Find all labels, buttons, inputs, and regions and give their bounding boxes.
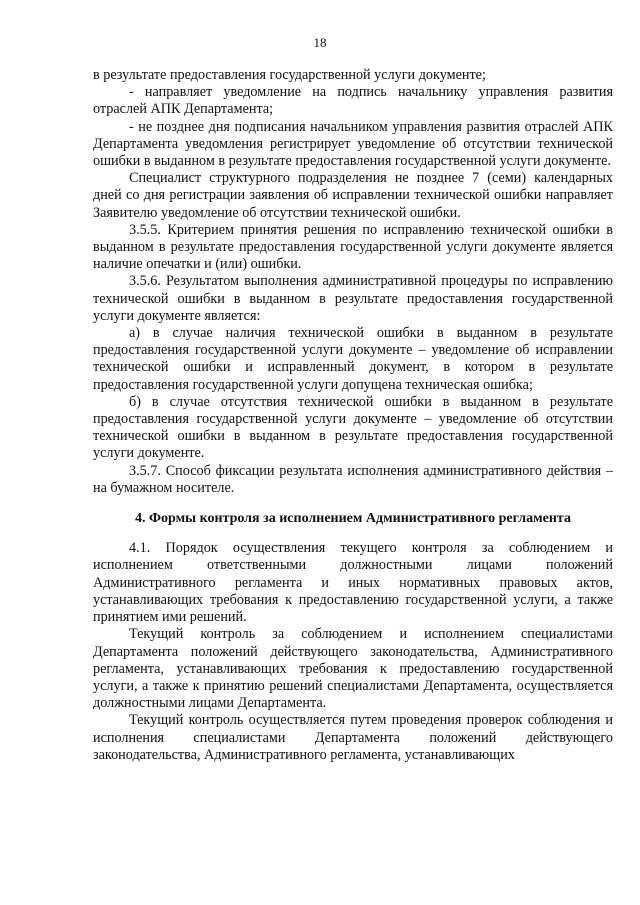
paragraph: - не позднее дня подписания начальником управления развития отраслей АПК Департамента уведомления регистрирует уведомление об отсутствии технической ошибки в выданном в результате предоставления государственной услуги документе. [93,118,613,170]
paragraph: 3.5.5. Критерием принятия решения по исправлению технической ошибки в выданном в результате предоставления государственной услуги документе является наличие опечатки и (или) ошибки. [93,221,613,273]
paragraph: - направляет уведомление на подпись начальнику управления развития отраслей АПК Департамента; [93,84,613,118]
paragraph: Специалист структурного подразделения не позднее 7 (семи) календарных дней со дня регистрации заявления об исправлении технической ошибки направляет Заявителю уведомление об отсутствии технической ошибки. [93,170,613,221]
paragraph: Текущий контроль за соблюдением и исполнением специалистами Департамента положений действующего законодательства, Административного регламента, устанавливающих требования к предоставлению государственной услуги, а также к принятию решений специалистами Департамента, осуществляется должностными лицами Департамента. [93,626,613,712]
paragraph: в результате предоставления государственной услуги документе; [93,67,486,83]
paragraph: Текущий контроль осуществляется путем проведения проверок соблюдения и исполнения специалистами Департамента положений действующего законодательства, Административного регламента, устанавливающих [93,712,613,763]
paragraph: 3.5.7. Способ фиксации результата исполнения административного действия – на бумажном носителе. [93,462,613,496]
paragraph: а) в случае наличия технической ошибки в выданном в результате предоставления государственной услуги документе – уведомление об исправлении технической ошибки и исправленный документ, в котором в результате предоставления государственной услуги допущена техническая ошибка; [93,325,613,393]
document-body [93,67,613,764]
section-heading: 4. Формы контроля за исполнением Административного регламента [135,511,571,527]
page-number: 18 [313,35,327,50]
paragraph: 4.1. Порядок осуществления текущего контроля за соблюдением и исполнением ответственными должностными лицами положений Административного регламента и иных нормативных правовых актов, устанавливающих требования к предоставлению государственной услуги, а также принятием ими решений. [93,540,613,626]
paragraph: 3.5.6. Результатом выполнения административной процедуры по исправлению технической ошибки в выданном в результате предоставления государственной услуги документе является: [93,273,613,324]
paragraph: б) в случае отсутствия технической ошибки в выданном в результате предоставления государственной услуги документе – уведомление об отсутствии технической ошибки в выданном в результате предоставления государственной услуги документе. [93,393,613,462]
